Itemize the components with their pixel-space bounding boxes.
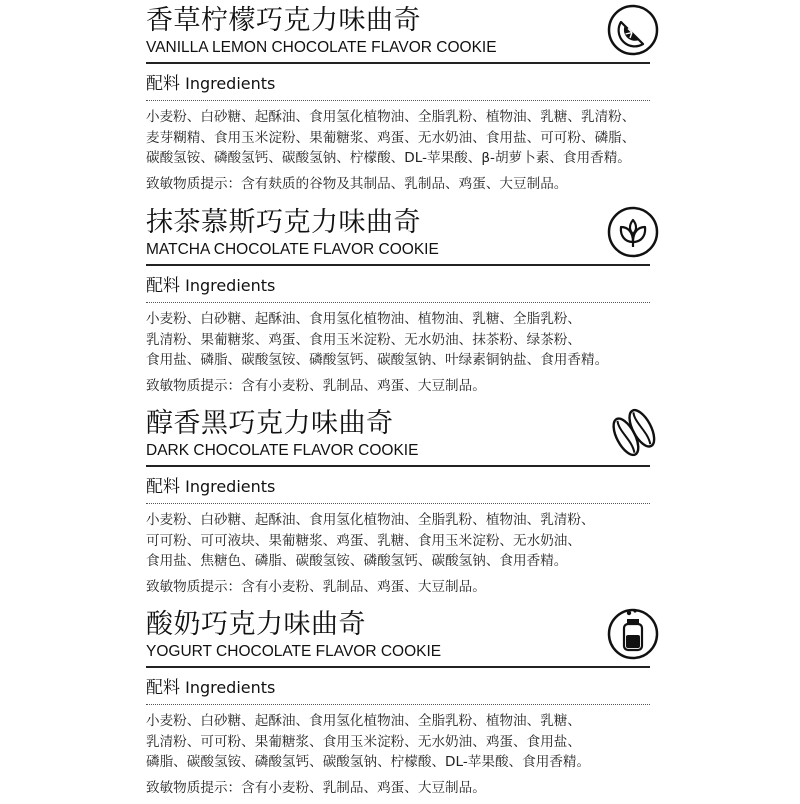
ingredients-label-cn: 配料 xyxy=(146,477,180,497)
section-divider xyxy=(146,666,650,668)
ingredients-line: 小麦粉、白砂糖、起酥油、食用氢化植物油、植物油、乳糖、全脂乳粉、 xyxy=(146,311,581,327)
allergen-notice: 致敏物质提示：含有小麦粉、乳制品、鸡蛋、大豆制品。 xyxy=(146,579,486,595)
ingredients-heading xyxy=(146,74,275,94)
product-name-cn: 抹茶慕斯巧克力味曲奇 xyxy=(146,207,421,238)
section-divider xyxy=(146,264,650,266)
ingredients-line: 乳清粉、果葡糖浆、鸡蛋、食用玉米淀粉、无水奶油、抹茶粉、绿茶粉、 xyxy=(146,331,581,348)
ingredients-line: 麦芽糊精、食用玉米淀粉、果葡糖浆、鸡蛋、无水奶油、食用盐、可可粉、磷脂、 xyxy=(146,129,636,146)
product-name-cn: 醇香黑巧克力味曲奇 xyxy=(146,408,394,439)
product-name-en: VANILLA LEMON CHOCOLATE FLAVOR COOKIE xyxy=(146,39,497,56)
yogurt-bottle-icon xyxy=(607,608,659,660)
section-divider xyxy=(146,62,650,64)
product-name-cn: 酸奶巧克力味曲奇 xyxy=(146,609,366,640)
lemon-slice-icon xyxy=(607,4,659,56)
ingredients-label-en: Ingredients xyxy=(185,477,276,496)
dotted-divider xyxy=(146,100,650,101)
ingredients-line: 乳清粉、可可粉、果葡糖浆、食用玉米淀粉、无水奶油、鸡蛋、食用盐、 xyxy=(146,733,581,750)
ingredients-line: 碳酸氢铵、磷酸氢钙、碳酸氢钠、柠檬酸、DL-苹果酸、β-胡萝卜素、食用香精。 xyxy=(146,150,631,166)
ingredients-line: 小麦粉、白砂糖、起酥油、食用氢化植物油、全脂乳粉、植物油、乳清粉、 xyxy=(146,512,595,528)
ingredients-line: 小麦粉、白砂糖、起酥油、食用氢化植物油、全脂乳粉、植物油、乳糖、乳清粉、 xyxy=(146,109,636,125)
ingredients-list xyxy=(146,510,656,572)
product-section-matcha xyxy=(0,202,800,402)
section-divider xyxy=(146,465,650,467)
allergen-notice: 致敏物质提示：含有小麦粉、乳制品、鸡蛋、大豆制品。 xyxy=(146,780,486,796)
tea-leaves-icon xyxy=(607,206,659,258)
dotted-divider xyxy=(146,302,650,303)
ingredients-list xyxy=(146,309,656,371)
ingredients-heading xyxy=(146,678,275,698)
product-section-dark-chocolate xyxy=(0,403,800,603)
ingredients-label-en: Ingredients xyxy=(185,276,276,295)
ingredients-line: 食用盐、磷脂、碳酸氢铵、磷酸氢钙、碳酸氢钠、叶绿素铜钠盐、食用香精。 xyxy=(146,352,609,368)
ingredients-line: 小麦粉、白砂糖、起酥油、食用氢化植物油、全脂乳粉、植物油、乳糖、 xyxy=(146,713,581,729)
product-section-vanilla-lemon xyxy=(0,0,800,200)
product-name-cn: 香草柠檬巧克力味曲奇 xyxy=(146,5,421,36)
product-name-en: DARK CHOCOLATE FLAVOR COOKIE xyxy=(146,442,419,459)
ingredients-list xyxy=(146,711,656,773)
ingredients-line: 食用盐、焦糖色、磷脂、碳酸氢铵、磷酸氢钙、碳酸氢钠、食用香精。 xyxy=(146,553,568,569)
ingredients-label-cn: 配料 xyxy=(146,276,180,296)
ingredients-label-cn: 配料 xyxy=(146,678,180,698)
ingredients-label-cn: 配料 xyxy=(146,74,180,94)
ingredients-label-en: Ingredients xyxy=(185,678,276,697)
allergen-notice: 致敏物质提示：含有麸质的谷物及其制品、乳制品、鸡蛋、大豆制品。 xyxy=(146,176,568,192)
ingredients-line: 可可粉、可可液块、果葡糖浆、鸡蛋、乳糖、食用玉米淀粉、无水奶油、 xyxy=(146,532,581,549)
product-section-yogurt xyxy=(0,604,800,804)
dotted-divider xyxy=(146,503,650,504)
ingredients-heading xyxy=(146,276,275,296)
product-name-en: MATCHA CHOCOLATE FLAVOR COOKIE xyxy=(146,241,439,258)
ingredients-list xyxy=(146,107,656,169)
ingredients-line: 磷脂、碳酸氢铵、磷酸氢钙、碳酸氢钠、柠檬酸、DL-苹果酸、食用香精。 xyxy=(146,754,591,770)
dotted-divider xyxy=(146,704,650,705)
cocoa-bean-icon xyxy=(607,407,659,459)
ingredients-label-en: Ingredients xyxy=(185,74,276,93)
allergen-notice: 致敏物质提示：含有小麦粉、乳制品、鸡蛋、大豆制品。 xyxy=(146,378,486,394)
ingredients-heading xyxy=(146,477,275,497)
product-name-en: YOGURT CHOCOLATE FLAVOR COOKIE xyxy=(146,643,442,660)
